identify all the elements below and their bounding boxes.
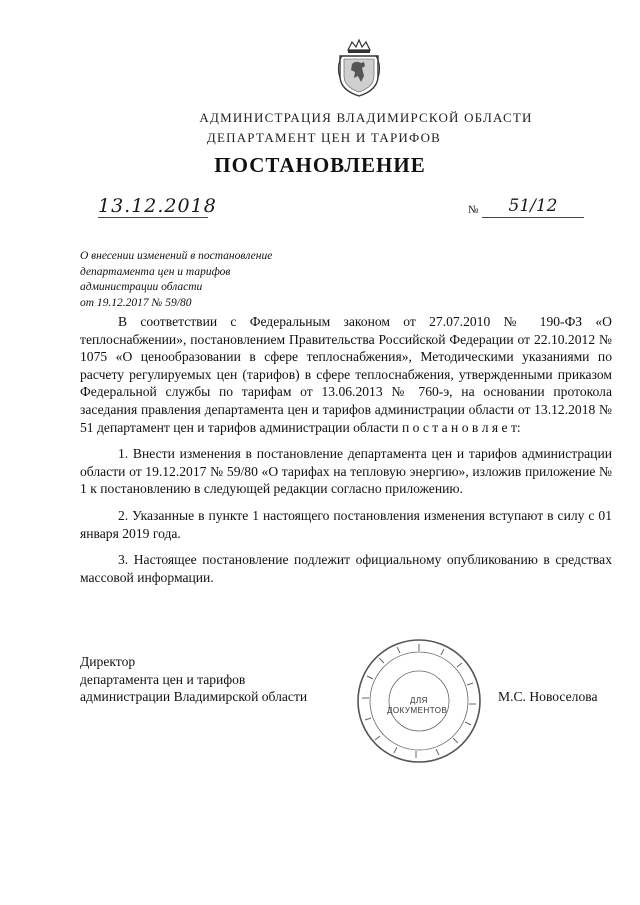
subject-line: О внесении изменений в постановление bbox=[80, 250, 273, 262]
coat-of-arms-icon bbox=[334, 36, 384, 98]
department-name: ДЕПАРТАМЕНТ ЦЕН И ТАРИФОВ bbox=[206, 130, 442, 145]
stamp-text: ДЛЯ bbox=[410, 696, 428, 705]
document-number: 51/12 bbox=[482, 195, 584, 218]
signer-position-line: Директор bbox=[80, 654, 136, 669]
document-title: ПОСТАНОВЛЕНИЕ bbox=[214, 153, 426, 177]
number-sign: № bbox=[468, 204, 479, 216]
document-subject bbox=[80, 249, 340, 311]
signer-name: М.С. Новоселова bbox=[498, 689, 598, 704]
document-date: 13.12.2018 bbox=[98, 195, 217, 217]
preamble-paragraph: В соответствии с Федеральным законом от 27.07.2010 № 190-ФЗ «О теплоснабжении», постановлением Правительства Российской Федерации от 22.10.2012 № 1075 «О ценообразовании в сфере теплоснабжения», Методическими указаниями по расчету регулируемых цен (тарифов) в сфере теплоснабжения, утвержденными приказом Федеральной службы по тарифам от 13.06.2013 № 760-э, на основании протокола заседания правления департамента цен и тарифов администрации области от 13.12.2018 № 51 департамент цен и тарифов администрации области п о с т а н о в л я е т: bbox=[80, 314, 612, 435]
subject-line: департамента цен и тарифов bbox=[80, 265, 231, 278]
document-body bbox=[80, 313, 612, 595]
item-paragraph: 1. Внести изменения в постановление департамента цен и тарифов администрации области от 19.12.2017 № 59/80 «О тарифах на тепловую энергию», изложив приложение № 1 к постановлению в следующей редакции согласно приложению. bbox=[80, 446, 612, 497]
subject-line: от 19.12.2017 № 59/80 bbox=[80, 296, 192, 309]
subject-line: администрации области bbox=[80, 281, 203, 293]
signer-position-line: департамента цен и тарифов bbox=[80, 671, 246, 687]
item-paragraph: 2. Указанные в пункте 1 настоящего постановления изменения вступают в силу с 01 января 2019 года. bbox=[80, 507, 612, 541]
org-name: АДМИНИСТРАЦИЯ ВЛАДИМИРСКОЙ ОБЛАСТИ bbox=[199, 110, 533, 125]
signer-position bbox=[80, 653, 340, 706]
signer-position-line: администрации Владимирской области bbox=[80, 689, 308, 705]
item-paragraph: 3. Настоящее постановление подлежит официальному опубликованию в средствах массовой информации. bbox=[80, 552, 612, 585]
stamp-text: ДОКУМЕНТОВ bbox=[387, 706, 448, 715]
